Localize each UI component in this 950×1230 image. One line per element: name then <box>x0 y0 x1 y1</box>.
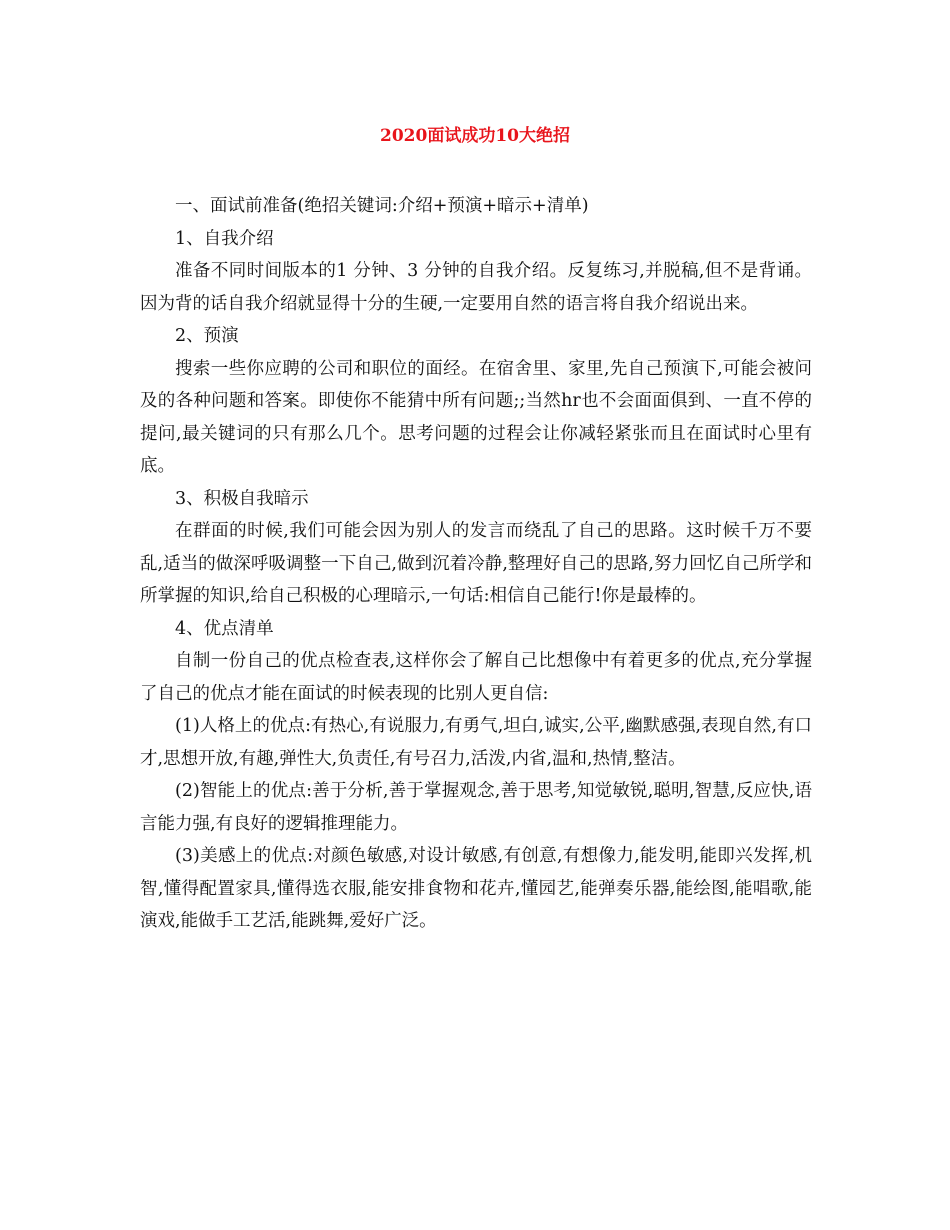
subheading-self-suggestion: 3、积极自我暗示 <box>175 488 309 509</box>
paragraph-rehearsal: 搜索一些你应聘的公司和职位的面经。在宿舍里、家里,先自己预演下,可能会被问及的各种问题和答案。即使你不能猜中所有问题;;当然hr也不会面面俱到、一直不停的提问,最关键词的只有那么几个。思考问题的过程会让你减轻紧张而且在面试时心里有底。 <box>140 358 812 476</box>
subheading-rehearsal: 2、预演 <box>175 326 239 346</box>
paragraph-intellectual-strengths: (2)智能上的优点:善于分析,善于掌握观念,善于思考,知觉敏锐,聪明,智慧,反应快,语言能力强,有良好的逻辑推理能力。 <box>140 781 812 834</box>
document-title: 2020面试成功10大绝招 <box>380 126 570 146</box>
subheading-strengths-list: 4、优点清单 <box>175 618 274 639</box>
subheading-self-intro: 1、自我介绍 <box>175 228 274 249</box>
paragraph-strengths-list: 自制一份自己的优点检查表,这样你会了解自己比想像中有着更多的优点,充分掌握了自己的优点才能在面试的时候表现的比别人更自信: <box>140 651 812 704</box>
paragraph-personality-strengths: (1)人格上的优点:有热心,有说服力,有勇气,坦白,诚实,公平,幽默感强,表现自然,有口才,思想开放,有趣,弹性大,负责任,有号召力,活泼,内省,温和,热情,整洁。 <box>140 716 812 769</box>
paragraph-self-intro: 准备不同时间版本的1 分钟、3 分钟的自我介绍。反复练习,并脱稿,但不是背诵。因为背的话自我介绍就显得十分的生硬,一定要用自然的语言将自我介绍说出来。 <box>140 261 812 314</box>
paragraph-aesthetic-strengths: (3)美感上的优点:对颜色敏感,对设计敏感,有创意,有想像力,能发明,能即兴发挥,机智,懂得配置家具,懂得选衣服,能安排食物和花卉,懂园艺,能弹奏乐器,能绘图,能唱歌,能演戏,能做手工艺活,能跳舞,爱好广泛。 <box>140 846 812 931</box>
paragraph-self-suggestion: 在群面的时候,我们可能会因为别人的发言而绕乱了自己的思路。这时候千万不要乱,适当的做深呼吸调整一下自己,做到沉着冷静,整理好自己的思路,努力回忆自己所学和所掌握的知识,给自己积极的心理暗示,一句话:相信自己能行!你是最棒的。 <box>140 521 812 606</box>
document-body <box>140 190 812 938</box>
section-heading-preparation: 一、面试前准备(绝招关键词:介绍+预演+暗示+清单) <box>175 196 589 216</box>
